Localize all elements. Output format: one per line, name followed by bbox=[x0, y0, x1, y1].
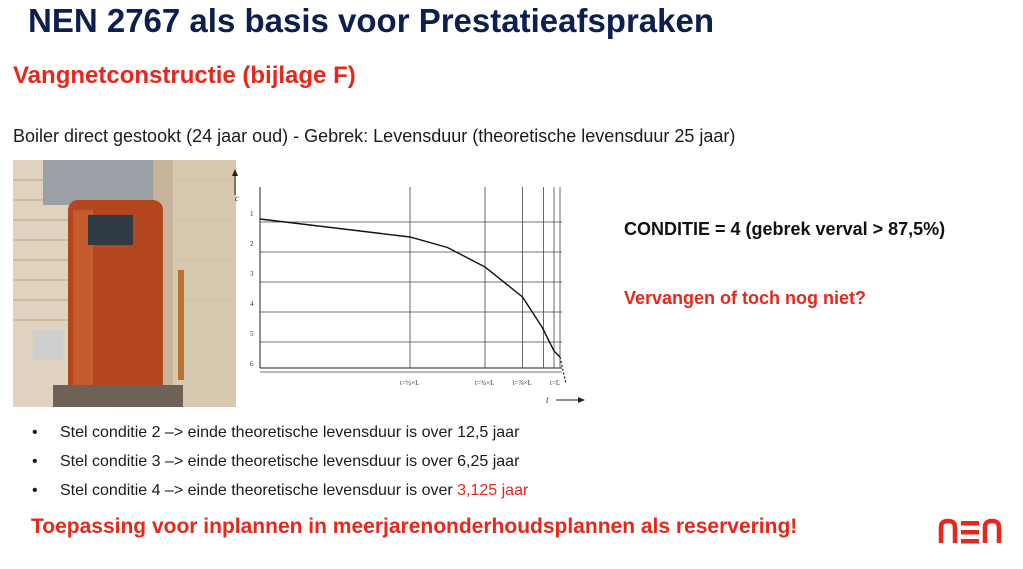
x-axis-label: t bbox=[546, 395, 549, 405]
x-tick-label: t=⅞×L bbox=[512, 379, 532, 387]
list-item bbox=[32, 453, 528, 482]
bullet-marker: • bbox=[32, 482, 38, 499]
y-tick-label: 3 bbox=[250, 270, 254, 278]
replace-question: Vervangen of toch nog niet? bbox=[624, 288, 867, 308]
y-tick-label: 4 bbox=[250, 300, 254, 308]
slide-title: NEN 2767 als basis voor Prestatieafspraken bbox=[28, 2, 715, 39]
bullet-text: Stel conditie 2 –> einde theoretische levensduur is over 12,5 jaar bbox=[60, 424, 520, 441]
bullet-highlight: 3,125 jaar bbox=[457, 482, 529, 499]
bullet-list bbox=[32, 424, 528, 511]
x-tick-label: t=¾×L bbox=[475, 379, 495, 387]
slide-subtitle: Vangnetconstructie (bijlage F) bbox=[13, 62, 356, 89]
nen-logo bbox=[937, 513, 1003, 549]
intro-text: Boiler direct gestookt (24 jaar oud) - Gebrek: Levensduur (theoretische levensduur 25 jaar) bbox=[13, 126, 736, 146]
footer-statement: Toepassing voor inplannen in meerjarenonderhoudsplannen als reservering! bbox=[31, 515, 798, 538]
x-arrow-head bbox=[578, 397, 585, 403]
list-item bbox=[32, 482, 528, 511]
boiler-photo bbox=[13, 160, 236, 407]
bullet-text: Stel conditie 3 –> einde theoretische levensduur is over 6,25 jaar bbox=[60, 453, 520, 470]
condition-curve-dotted bbox=[560, 357, 566, 384]
y-tick-label: 6 bbox=[250, 360, 254, 368]
x-tick-label: t=½×L bbox=[400, 379, 420, 387]
bullet-marker: • bbox=[32, 453, 38, 470]
condition-statement: CONDITIE = 4 (gebrek verval > 87,5%) bbox=[624, 219, 946, 239]
x-tick-label: t=L bbox=[550, 379, 561, 387]
y-tick-label: 2 bbox=[250, 240, 254, 248]
bullet-text: Stel conditie 4 –> einde theoretische levensduur is over bbox=[60, 482, 458, 499]
list-item bbox=[32, 424, 528, 453]
bullet-marker: • bbox=[32, 424, 38, 441]
y-tick-label: 5 bbox=[250, 330, 254, 338]
y-axis-label: c bbox=[235, 193, 239, 203]
condition-chart bbox=[235, 163, 588, 413]
y-tick-label: 1 bbox=[250, 210, 254, 218]
